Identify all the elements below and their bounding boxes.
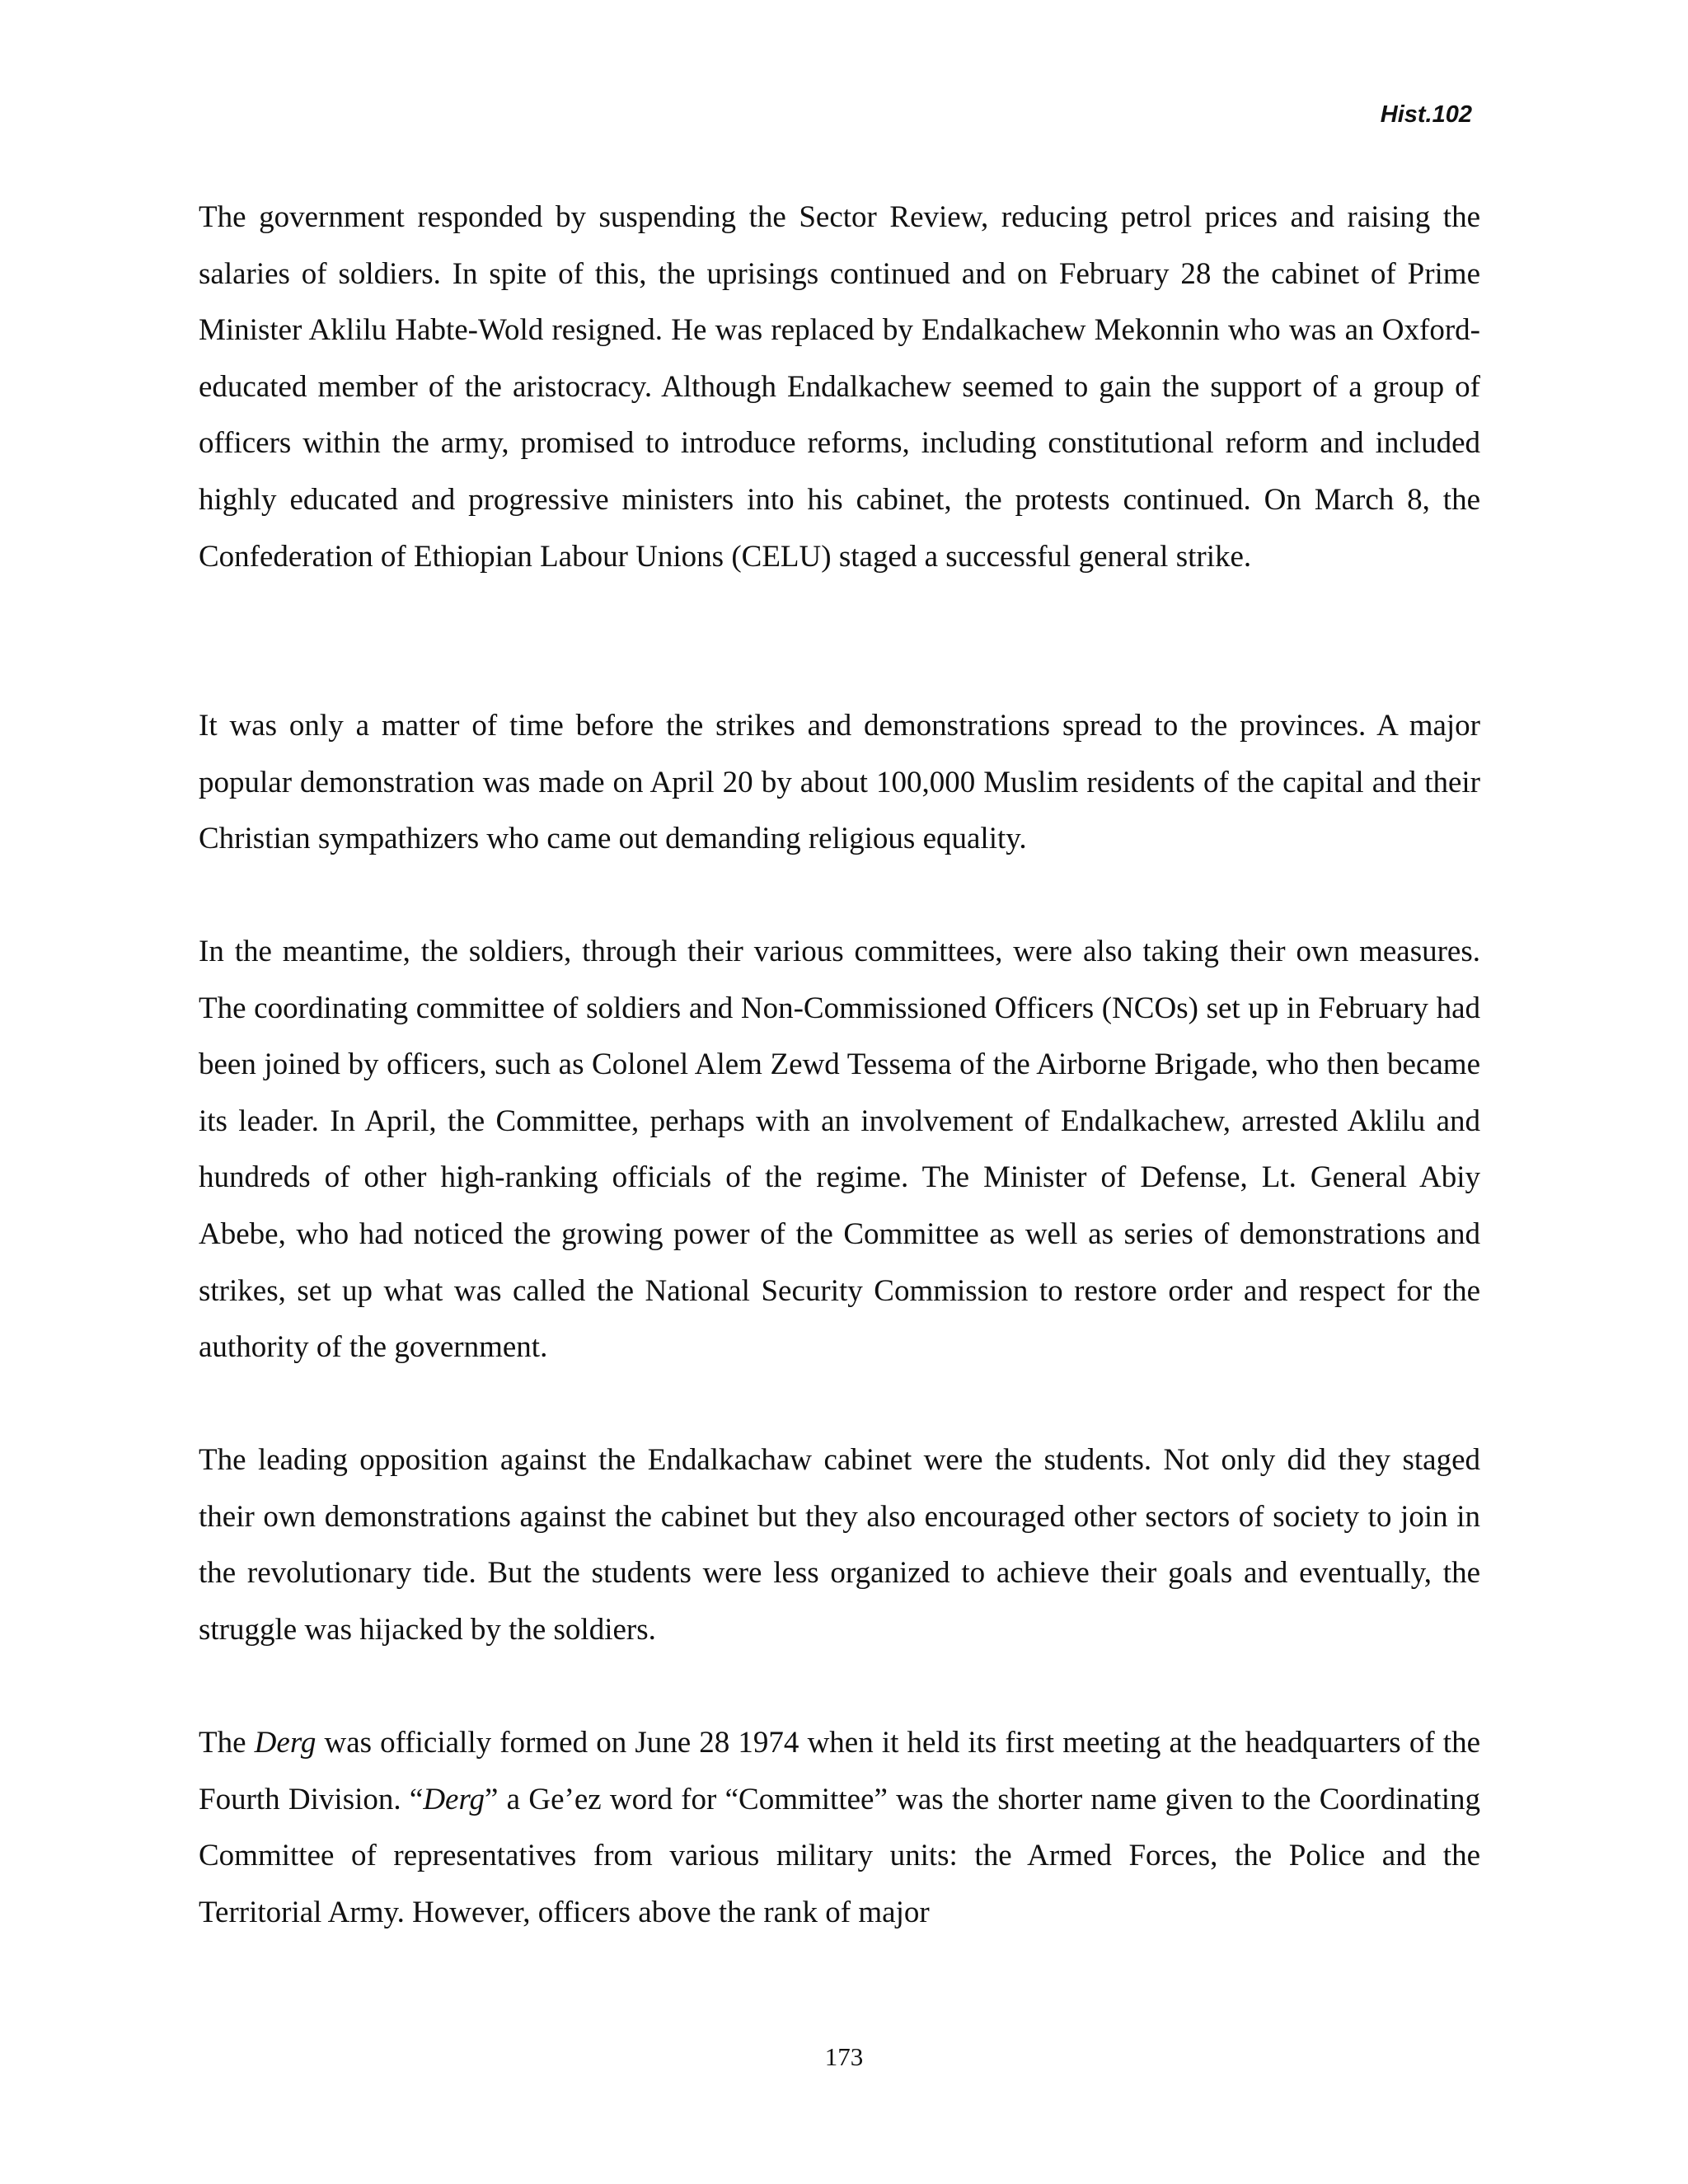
running-header: Hist.102 [1380, 101, 1472, 128]
italic-term-derg: Derg [254, 1726, 316, 1760]
paragraph-text: The leading opposition against the Endalkachaw cabinet were the students. Not only did they staged their own demonstrations against the cabinet but they also encouraged other sectors of society to join in the revolutionary tide. But the students were less organized to achieve their goals and eventually, the struggle was hijacked by the soldiers. [199, 1443, 1480, 1647]
page-number: 173 [824, 2042, 864, 2071]
italic-term-derg: Derg [423, 1782, 485, 1816]
paragraph-text: The government responded by suspending the Sector Review, reducing petrol prices and raising the salaries of soldiers. In spite of this, the uprisings continued and on February 28 the cabinet of Prime Minister Aklilu Habte-Wold resigned. He was replaced by Endalkachew Mekonnin who was an Oxford-educated member of the aristocracy. Although Endalkachew seemed to gain the support of a group of officers within the army, promised to introduce reforms, including constitutional reform and included highly educated and progressive ministers into his cabinet, the protests continued. On March 8, the Confederation of Ethiopian Labour Unions (CELU) staged a successful general strike. [199, 200, 1480, 574]
paragraph-text [199, 1715, 1480, 1941]
text-run: The [199, 1726, 255, 1760]
paragraph-1 [199, 190, 1480, 585]
paragraph-text: In the meantime, the soldiers, through their various committees, were also taking their own measures. The coordinating committee of soldiers and Non-Commissioned Officers (NCOs) set up in February had been joined by officers, such as Colonel Alem Zewd Tessema of the Airborne Brigade, who then became its leader. In April, the Committee, perhaps with an involvement of Endalkachew, arrested Aklilu and hundreds of other high-ranking officials of the regime. The Minister of Defense, Lt. General Abiy Abebe, who had noticed the growing power of the Committee as well as series of demonstrations and strikes, set up what was called the National Security Commission to restore order and respect for the authority of the government. [199, 935, 1480, 1365]
paragraph-5 [199, 1715, 1480, 1941]
paragraph-3 [199, 924, 1480, 1376]
paragraph-4 [199, 1432, 1480, 1658]
paragraph-2 [199, 698, 1480, 868]
paragraph-text: It was only a matter of time before the strikes and demonstrations spread to the provinces. A major popular demonstration was made on April 20 by about 100,000 Muslim residents of the capital and their Christian sympathizers who came out demanding religious equality. [199, 709, 1480, 856]
text-run: was officially formed on June 28 1974 when it held its first meeting at the headquarters of the Fourth Division. “ [199, 1726, 1481, 1816]
text-run: ” a Ge’ez word for “Committee” was the shorter name given to the Coordinating Committee of representatives from various military units: the Armed Forces, the Police and the Territorial Army. However, officers above the rank of major [199, 1782, 1480, 1929]
